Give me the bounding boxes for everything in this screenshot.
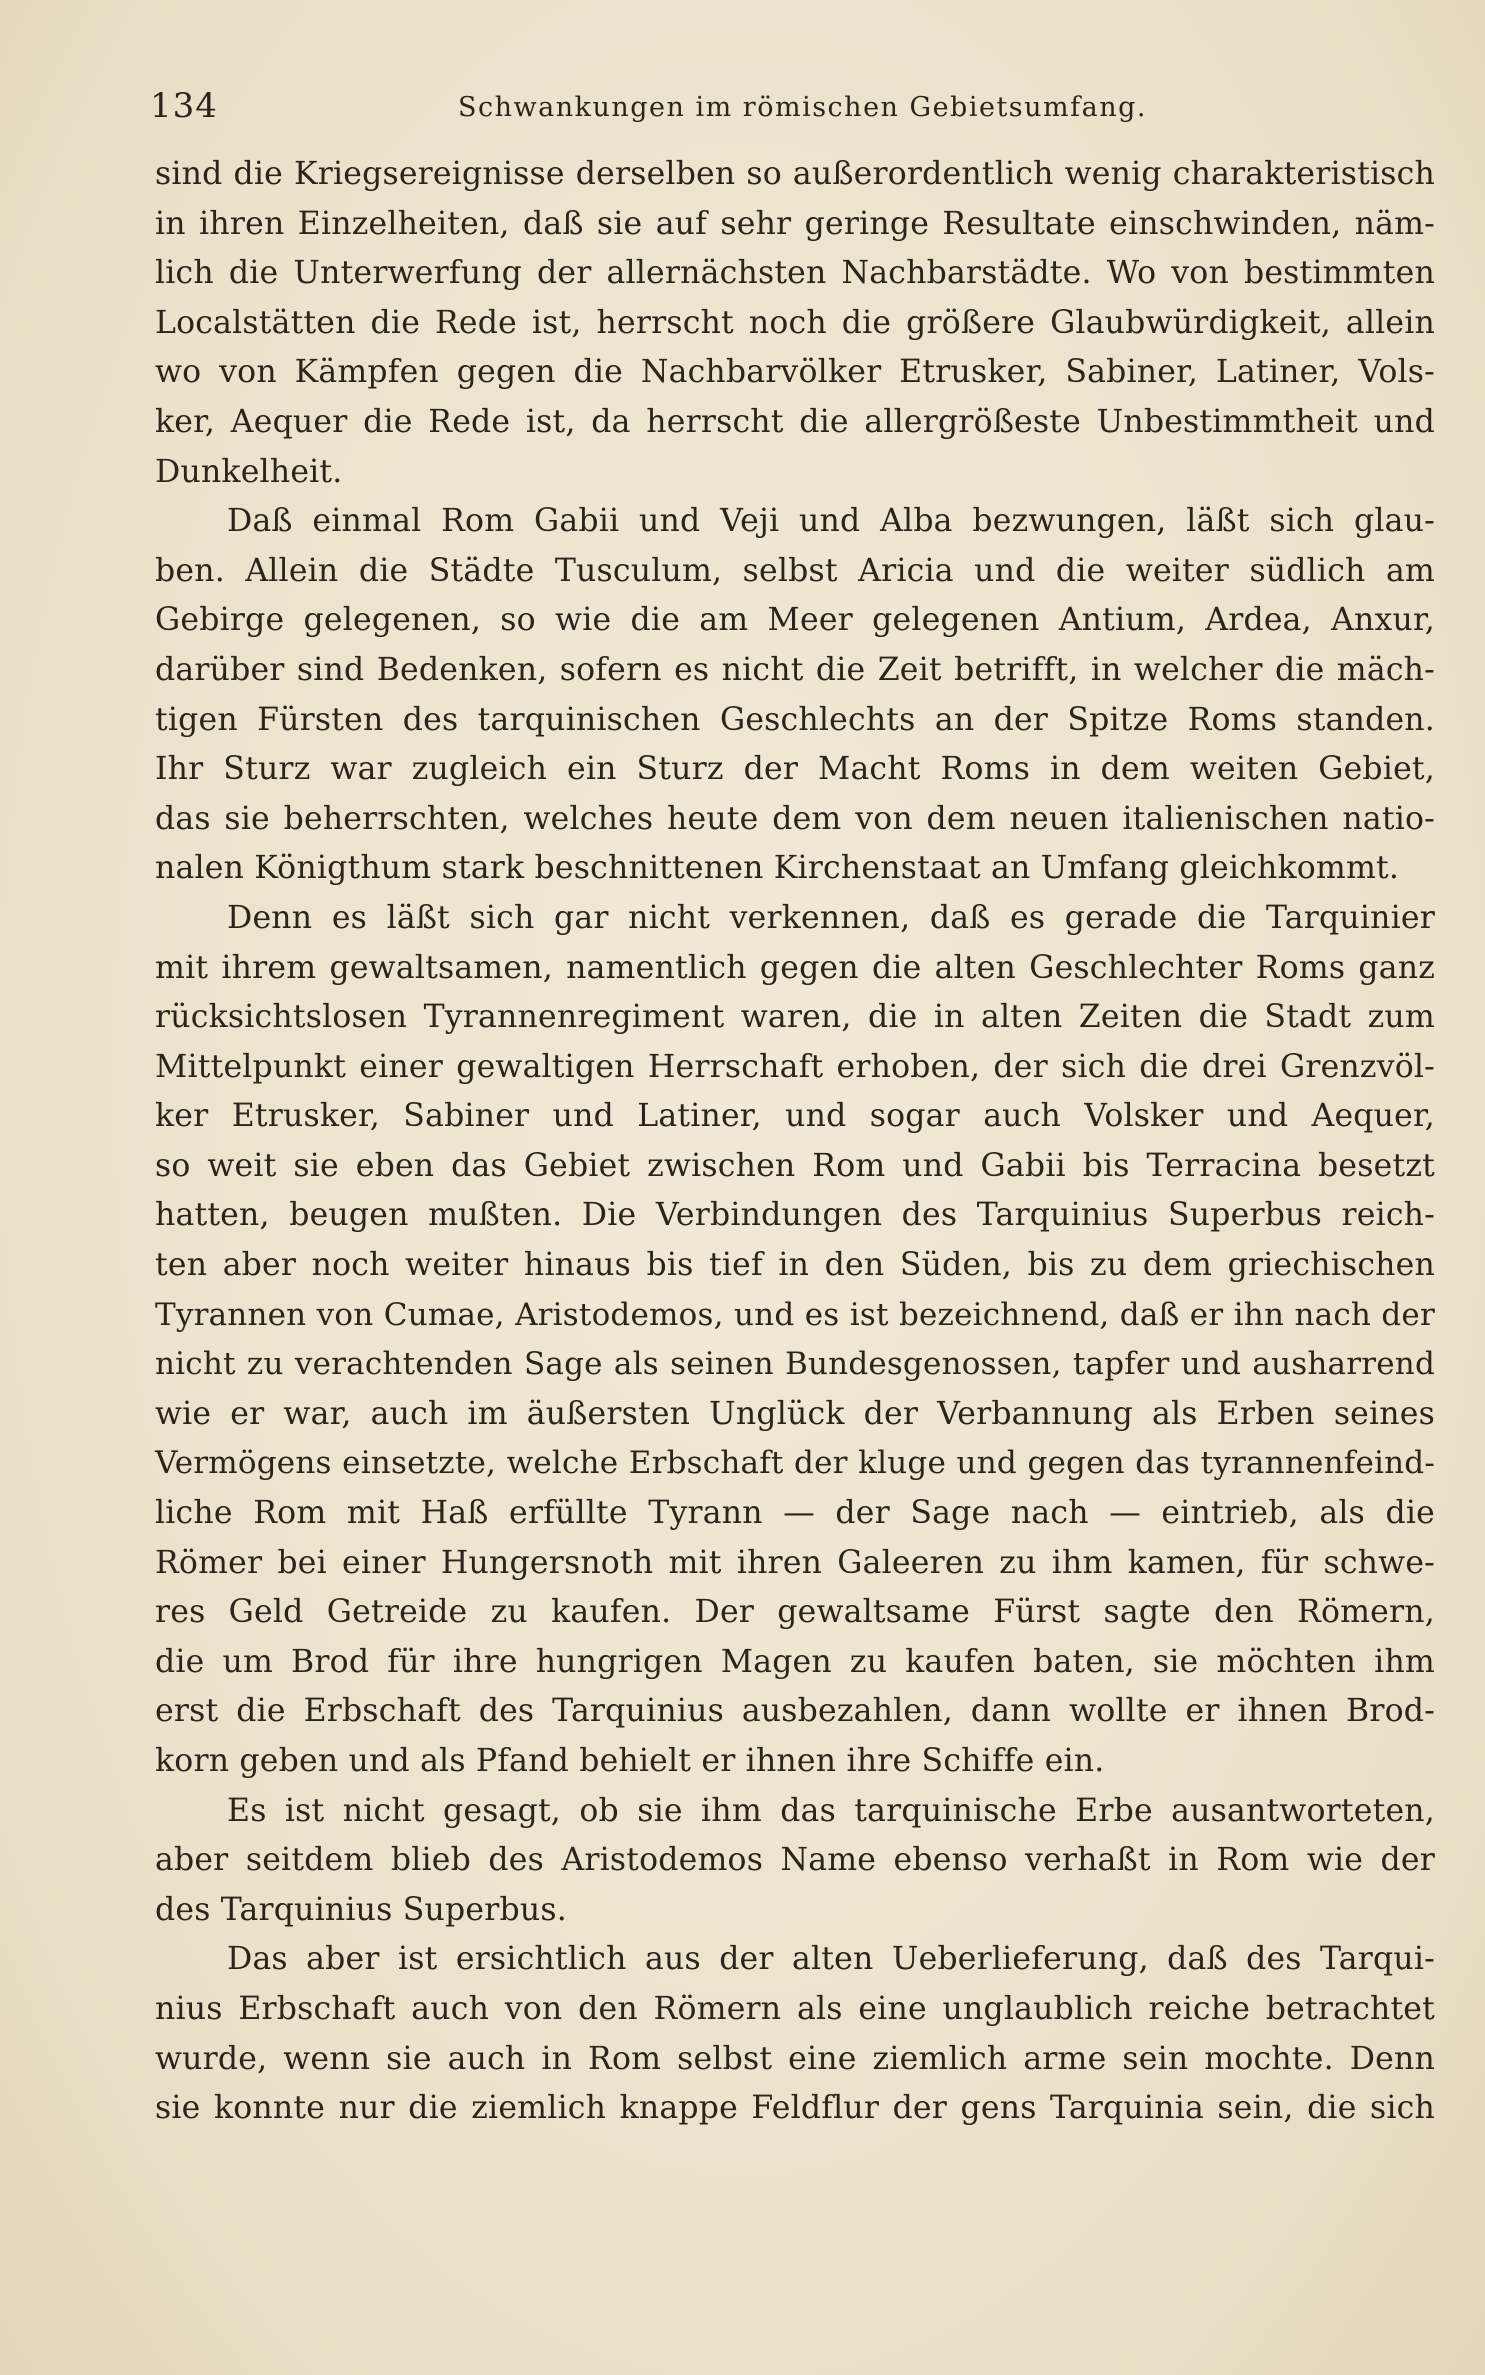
text-line: nalen Königthum stark beschnittenen Kirchenstaat an Umfang gleichkommt. [155,850,1400,887]
text-line: Es ist nicht gesagt, ob sie ihm das tarquinische Erbe ausantworteten, [227,1792,1435,1829]
text-line: ker Etrusker, Sabiner und Latiner, und sogar auch Volsker und Aequer, [155,1098,1435,1135]
text-line: Römer bei einer Hungersnoth mit ihren Galeeren zu ihm kamen, für schwe- [155,1544,1435,1581]
text-line: Localstätten die Rede ist, herrscht noch die größere Glaubwürdigkeit, allein [155,304,1435,341]
page-header [150,78,1390,128]
running-title: Schwankungen im römischen Gebietsumfang. [458,92,1148,123]
text-line: des Tarquinius Superbus. [155,1891,567,1928]
text-line: Vermögens einsetzte, welche Erbschaft der kluge und gegen das tyrannenfeind- [155,1445,1435,1482]
text-line: ten aber noch weiter hinaus bis tief in den Süden, bis zu dem griechischen [155,1247,1435,1284]
text-line: Mittelpunkt einer gewaltigen Herrschaft erhoben, der sich die drei Grenzvöl- [155,1048,1435,1085]
text-line: in ihren Einzelheiten, daß sie auf sehr geringe Resultate einschwinden, näm- [155,205,1435,242]
text-line: Tyrannen von Cumae, Aristodemos, und es ist bezeichnend, daß er ihn nach der [155,1296,1435,1333]
text-line: rücksichtslosen Tyrannenregiment waren, die in alten Zeiten die Stadt zum [155,999,1435,1036]
text-line: sie konnte nur die ziemlich knappe Feldflur der gens Tarquinia sein, die sich [155,2090,1435,2127]
text-line: aber seitdem blieb des Aristodemos Name ebenso verhaßt in Rom wie der [155,1842,1435,1879]
text-line: wo von Kämpfen gegen die Nachbarvölker Etrusker, Sabiner, Latiner, Vols- [155,354,1435,391]
text-line: ben. Allein die Städte Tusculum, selbst Aricia und die weiter südlich am [155,552,1435,589]
text-line: sind die Kriegsereignisse derselben so außerordentlich wenig charakteristisch [155,156,1435,192]
text-line: liche Rom mit Haß erfüllte Tyrann — der Sage nach — eintrieb, als die [155,1495,1435,1532]
text-line: darüber sind Bedenken, sofern es nicht die Zeit betrifft, in welcher die mäch- [155,651,1435,688]
text-line: nicht zu verachtenden Sage als seinen Bundesgenossen, tapfer und ausharrend [155,1346,1435,1383]
text-line: das sie beherrschten, welches heute dem von dem neuen italienischen natio- [155,800,1435,837]
text-line: korn geben und als Pfand behielt er ihnen ihre Schiffe ein. [155,1743,1105,1779]
text-line: Gebirge gelegenen, so wie die am Meer gelegenen Antium, Ardea, Anxur, [155,602,1435,639]
text-line: so weit sie eben das Gebiet zwischen Rom und Gabii bis Terracina besetzt [155,1147,1435,1184]
text-line: hatten, beugen mußten. Die Verbindungen des Tarquinius Superbus reich- [155,1197,1435,1234]
text-line: res Geld Getreide zu kaufen. Der gewaltsame Fürst sagte den Römern, [155,1594,1435,1631]
page-number: 134 [150,86,218,126]
body-text [155,150,1435,2134]
text-line: Das aber ist ersichtlich aus der alten Ueberlieferung, daß des Tarqui- [227,1941,1435,1978]
text-line: wurde, wenn sie auch in Rom selbst eine ziemlich arme sein mochte. Denn [155,2040,1435,2077]
text-line: wie er war, auch im äußersten Unglück der Verbannung als Erben seines [155,1395,1435,1432]
text-line: Daß einmal Rom Gabii und Veji und Alba bezwungen, läßt sich glau- [227,503,1435,540]
text-line: tigen Fürsten des tarquinischen Geschlechts an der Spitze Roms standen. [155,701,1435,738]
text-line: Dunkelheit. [155,453,343,490]
text-line: erst die Erbschaft des Tarquinius ausbezahlen, dann wollte er ihnen Brod- [155,1693,1435,1730]
text-line: Denn es läßt sich gar nicht verkennen, daß es gerade die Tarquinier [227,899,1435,936]
text-line: lich die Unterwerfung der allernächsten Nachbarstädte. Wo von bestimmten [155,255,1435,292]
text-line: nius Erbschaft auch von den Römern als eine unglaublich reiche betrachtet [155,1990,1435,2027]
text-line: die um Brod für ihre hungrigen Magen zu kaufen baten, sie möchten ihm [155,1643,1435,1680]
text-line: ker, Aequer die Rede ist, da herrscht die allergrößeste Unbestimmtheit und [155,403,1435,440]
text-line: Ihr Sturz war zugleich ein Sturz der Macht Roms in dem weiten Gebiet, [155,751,1435,788]
text-line: mit ihrem gewaltsamen, namentlich gegen die alten Geschlechter Roms ganz [155,949,1435,986]
